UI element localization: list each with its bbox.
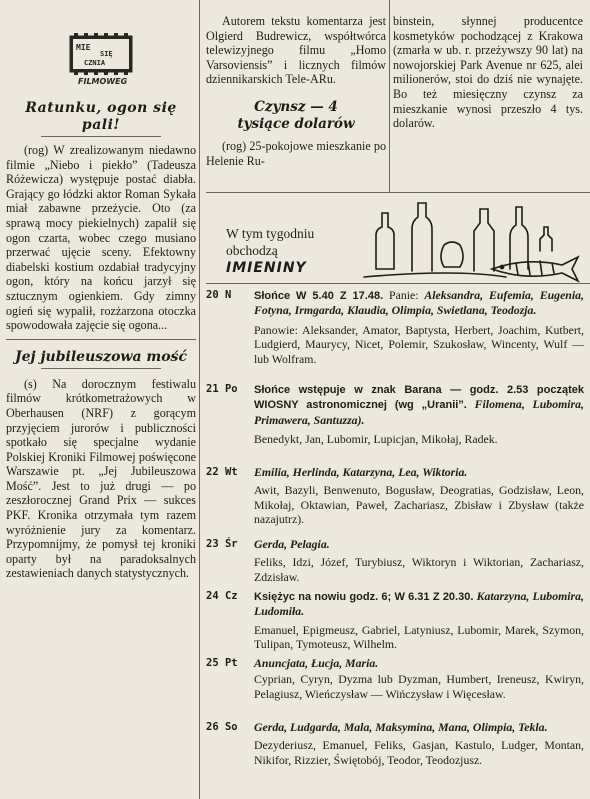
film-reel-icon [64, 30, 138, 86]
article-czynsz-continued: binstein, słynnej producentce kosmetyków pochodzącej z Krakowa (zmarła w ub. r. przeżywszy 90 lat) na nowojorskiej Park Avenue nr 625, alei milionerów, stoi do dziś nie wynajęte. Bo też miesięczny czynsz za mieszkanie wynosi przeszło 4 tys. dolarów. [393, 14, 583, 131]
day-men-names: Feliks, Idzi, Józef, Turybiusz, Wiktoryn i Wiktorian, Zachariasz, Zdzisław. [254, 555, 584, 584]
day-men-names: Emanuel, Epigmeusz, Gabriel, Latyniusz, Lubomir, Marek, Szymon, Tulipan, Tymoteusz, Wilhelm. [254, 622, 584, 652]
imieniny-section [206, 192, 590, 767]
svg-text:FILMOWEG: FILMOWEG [78, 77, 128, 86]
day-label: 20 N [206, 289, 232, 301]
headline-underline [41, 368, 161, 369]
imieniny-title-line: W tym tygodniu obchodzą [226, 226, 315, 258]
day-text [254, 720, 584, 767]
imieniny-title [226, 225, 331, 277]
imieniny-title-big: IMIENINY [226, 260, 307, 276]
bottles-and-fish-icon [356, 199, 582, 283]
day-text [254, 589, 584, 652]
svg-text:SIĘ: SIĘ [100, 50, 113, 58]
headline-ratunku: Ratunku, ogon się pali! [25, 100, 177, 133]
day-lead: Słońce W 5.40 Z 17.48. [254, 290, 384, 302]
day-label: 26 So [206, 721, 238, 733]
column-right [393, 14, 583, 131]
day-women-names: Emilia, Herlinda, Katarzyna, Lea, Wiktoria. [254, 465, 468, 479]
day-men-names: Cyprian, Cyryn, Dyzma lub Dyzman, Humbert, Ireneusz, Kwiryn, Pelagiusz, Wieńczysław — Wińczysław i Więcesław. [254, 672, 584, 701]
svg-text:CZNIA: CZNIA [84, 59, 106, 67]
day-women-names: Anuncjata, Łucja, Maria. [254, 656, 379, 670]
day-text [254, 465, 584, 527]
day-text [254, 288, 584, 366]
article-oberhausen: (s) Na dorocznym festiwalu filmów krótkometrażowych w Oberhausen (NRF) z gorącym przyjęciem jurorów i publiczności spotkało się specjalne wydanie Polskiej Kroniki Filmowej poświęcone Warszawie pt. „Jej Jubileuszowa Mość”. Jest to już drugi — po zeszłorocznej Grand Prix — sukces PKF. Kronika otrzymała tym razem wyróżnienie jury za komentarz. Przypomnijmy, że pomysł tej kroniki oparty był na paradoksalnych zestawieniach danych statystycznych. [6, 376, 196, 581]
column-middle [206, 14, 386, 168]
column-rule-2 [389, 0, 390, 192]
day-label: 24 Cz [206, 590, 238, 602]
day-women-names: Gerda, Ludgarda, Mala, Maksymina, Mana, Olimpia, Tekla. [254, 720, 548, 734]
headline-czynsz: Czynsz — 4 tysiące dolarów [237, 98, 355, 132]
day-women-names: Katarzyna, Lubomira, Ludomiła. [254, 589, 584, 619]
day-text [254, 656, 584, 701]
day-lead: Słońce wstępuje w znak Barana — godz. 2.53 początek WIOSNY astronomicznej (wg „Uranii”. [254, 384, 584, 412]
day-women-names: Filomena, Lubomira, Primawera, Santuzza). [254, 397, 584, 427]
day-text [254, 382, 584, 447]
day-women-names: Aleksandra, Eufemia, Eugenia, Fotyna, Irmgarda, Klaudia, Olimpia, Swietlana, Teodozja. [254, 288, 584, 318]
column-left [6, 0, 196, 581]
day-label: 22 Wt [206, 466, 238, 478]
day-text [254, 537, 584, 584]
article-czynsz-start: (rog) 25-pokojowe mieszkanie po Helenie Ru- [206, 138, 386, 168]
day-lead-rest: Panie: [383, 288, 425, 302]
day-label: 21 Po [206, 383, 238, 395]
headline-underline [41, 136, 161, 137]
day-men-names: Dezyderiusz, Emanuel, Feliks, Gasjan, Kastulo, Ludger, Montan, Nikifor, Rizzier, Świętobój, Teodor, Teodozjusz. [254, 738, 584, 767]
day-lead-rest [467, 397, 475, 411]
article-niebo-i-pieklo: (rog) W zrealizowanym niedawno filmie „Niebo i piekło” (Tadeusza Różewicza) występuje postać diabła. Grający go łódzki aktor Roman Sykała miał zabawne przeżycie. Oto (za sprawą mocy piekielnych) zapalił się ogon czarta, wobec czego musiano przerwać ujęcie sceny. Efektowny diabelski kostium ozdabiał tradycyjny ogon, który na końcu jarzył się sztucznym ogienkiem. Gdy zimny ogień się wypalił, rozżarzona otoczka spowodowała zajęcie się ogona... [6, 143, 196, 333]
svg-text:MIE: MIE [76, 43, 91, 52]
section-divider [6, 339, 196, 340]
day-men-names: Awit, Bazyli, Benwenuto, Bogusław, Deogratias, Godzisław, Leon, Mikołaj, Oktawian, Paweł, Zachariasz, Zbisław i Zbysław (także nazajutrz). [254, 483, 584, 527]
day-label: 23 Śr [206, 538, 238, 550]
imieniny-header [206, 193, 590, 283]
day-men-names: Panowie: Aleksander, Amator, Baptysta, Herbert, Joachim, Kutbert, Ludgierd, Maurycy, Nicet, Polemir, Szukosław, Wincenty, Wulf — lub Wolfram. [254, 322, 584, 366]
headline-jej-jubileuszowa: Jej jubileuszowa mość [15, 348, 187, 365]
day-men-names: Benedykt, Jan, Lubomir, Lupicjan, Mikołaj, Radek. [254, 432, 498, 447]
day-women-names: Gerda, Pelagia. [254, 537, 330, 551]
imieniny-header-rule [206, 283, 590, 284]
day-label: 25 Pt [206, 657, 238, 669]
article-budrewicz: Autorem tekstu komentarza jest Olgierd Budrewicz, współtwórca telewizyjnego filmu „Homo Varsoviensis” i licznych filmów dziennikarskich Tele-ARu. [206, 14, 386, 87]
day-lead: Księżyc na nowiu godz. 6; W 6.31 Z 20.30. [254, 591, 474, 603]
film-logo [64, 30, 138, 86]
column-rule-1 [199, 0, 200, 799]
